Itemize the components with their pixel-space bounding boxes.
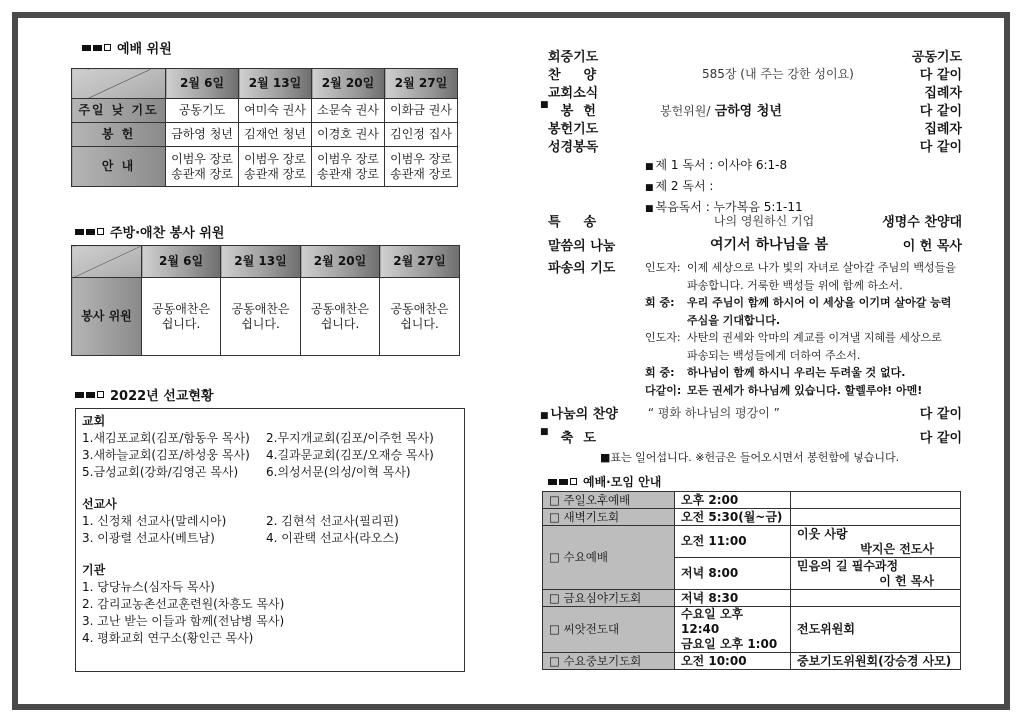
table-cell: 여미숙 권사 (239, 99, 312, 123)
list-item: 3.새하늘교회(김포/하성웅 목사) 4.길과문교회(김포/오재승 목사) (82, 448, 434, 462)
schedule-title: 예배·모임 안내 (548, 473, 661, 490)
order-line: 성경봉독 다 같이 (548, 139, 962, 155)
order-line: 파송의 기도 (548, 260, 616, 276)
row-label: 안 내 (72, 147, 166, 187)
date-header: 2월 20일 (312, 69, 385, 99)
table-row (72, 278, 460, 356)
list-item: 3. 고난 받는 이들과 함께(전남병 목사) (82, 614, 285, 628)
list-item: 5.금성교회(강화/김영곤 목사) 6.의성서문(의성/이혁 목사) (82, 465, 411, 479)
table-cell: 공동기도 (166, 99, 239, 123)
prayer-line: 인도자: 사탄의 권세와 악마의 계교를 이겨낼 지혜를 세상으로 (645, 331, 942, 344)
list-item: 1.새김포교회(김포/함동우 목사) 2.무지개교회(김포/이주헌 목사) (82, 431, 434, 445)
prayer-line: 회 중: 하나님이 함께 하시니 우리는 두려울 것 없다. (645, 366, 906, 379)
table-cell: 이범우 장로 송관재 장로 (166, 147, 239, 187)
date-header: 2월 20일 (301, 246, 380, 278)
prayer-line: 다같이: 모든 권세가 하나님께 있습니다. 할렐루야! 아멘! (645, 383, 923, 397)
table-cell: 소문숙 권사 (312, 99, 385, 123)
table-cell: 김인정 집사 (385, 123, 458, 147)
table-cell: 이범우 장로 송관재 장로 (312, 147, 385, 187)
table-cell: 공동애찬은 쉽니다. (142, 278, 221, 356)
kitchen-committee-table (71, 245, 460, 356)
table-cell: 공동애찬은 쉽니다. (301, 278, 380, 356)
order-of-worship (548, 46, 962, 154)
row-label: 봉 헌 (72, 123, 166, 147)
church-heading: 교회 (82, 414, 106, 428)
responsive-prayer (645, 259, 963, 399)
prayer-line: 주심을 기대합니다. (687, 313, 781, 327)
table-cell: 이범우 장로 송관재 장로 (239, 147, 312, 187)
date-header: 2월 27일 (385, 69, 458, 99)
table-row (72, 99, 458, 123)
prayer-line: 파송되는 백성들에게 더하여 주소서. (687, 348, 861, 362)
missionary-heading: 선교사 (82, 497, 117, 511)
prayer-line: 인도자: 이제 세상으로 나가 빛의 자녀로 살아갈 주님의 백성들을 (645, 261, 956, 274)
table-row: 저녁 8:00 믿음의 길 필수과정 이 헌 목사 (543, 558, 961, 590)
scripture-readings (645, 156, 803, 219)
date-header: 2월 13일 (239, 69, 312, 99)
row-label: 봉사 위원 (72, 278, 142, 356)
order-line: ■ 봉 헌 봉헌위원/ 금하영 청년 다 같이 (548, 100, 962, 118)
section-bullet-icon (82, 44, 111, 51)
list-item: 4. 평화교회 연구소(황인근 목사) (82, 631, 254, 645)
table-row: □ 씨앗전도대 수요일 오후 12:40 금요일 오후 1:00 전도위원회 (543, 607, 961, 653)
worship-committee-title: 예배 위원 (82, 38, 172, 57)
order-line: 봉헌기도 집례자 (548, 121, 962, 137)
prayer-line: 회 중: 우리 주님이 함께 하시어 이 세상을 이기며 살아갈 능력 (645, 296, 952, 309)
table-corner (72, 246, 142, 278)
table-row: □ 금요심야기도회 저녁 8:30 (543, 590, 961, 607)
mission-title: 2022년 선교현황 (75, 385, 214, 404)
table-cell: 이범우 장로 송관재 장로 (385, 147, 458, 187)
date-header: 2월 6일 (142, 246, 221, 278)
reading-item: ■ 제 2 독서 : (645, 177, 803, 198)
order-line: 찬 양 585장 (내 주는 강한 성이요) 다 같이 (548, 66, 962, 83)
table-row: □ 수요예배 오전 11:00 이웃 사랑 박지은 전도사 (543, 526, 961, 558)
reading-item: ■ 제 1 독서 : 이사야 6:1-8 (645, 156, 803, 177)
prayer-line: 파송합니다. 거룩한 백성들 위에 함께 하소서. (687, 278, 903, 292)
footnote: ■표는 일어섭니다. ※헌금은 들어오시면서 봉헌함에 넣습니다. (600, 451, 900, 464)
section-bullet-icon (75, 391, 104, 398)
table-row (72, 147, 458, 187)
mission-box (75, 408, 465, 672)
table-row: □ 주일오후예배 오후 2:00 (543, 492, 961, 509)
list-item: 1. 당당뉴스(심자득 목사) (82, 580, 215, 594)
order-of-worship-3 (548, 403, 962, 445)
table-row: □ 수요중보기도회 오전 10:00 중보기도위원회(강승경 사모) (543, 653, 961, 670)
schedule-table (542, 491, 961, 670)
date-header: 2월 6일 (166, 69, 239, 99)
order-line: 말씀의 나눔 여기서 하나님을 봄 이 헌 목사 (548, 237, 962, 254)
table-cell: 이경호 권사 (312, 123, 385, 147)
table-cell: 공동애찬은 쉽니다. (380, 278, 460, 356)
section-bullet-icon (548, 478, 577, 485)
order-line: 특 송 나의 영원하신 기업 생명수 찬양대 (548, 213, 962, 230)
table-row (72, 123, 458, 147)
date-header: 2월 13일 (221, 246, 301, 278)
table-cell: 금하영 청년 (166, 123, 239, 147)
org-heading: 기관 (82, 563, 106, 577)
reading-item: ■ 복음독서 : 누가복음 5:1-11 (645, 198, 803, 219)
order-line: ■ 축 도 다 같이 (548, 427, 962, 445)
section-bullet-icon (75, 228, 104, 235)
list-item: 3. 이광렬 선교사(베트남) 4. 이관택 선교사(라오스) (82, 531, 399, 545)
list-item: 2. 감리교농촌선교훈련원(차흥도 목사) (82, 597, 285, 611)
order-line: 교회소식 집례자 (548, 85, 962, 101)
order-line: ■ 나눔의 찬양 “ 평화 하나님의 평강이 ” 다 같이 (548, 403, 962, 421)
table-corner (72, 69, 166, 99)
table-cell: 김재언 청년 (239, 123, 312, 147)
table-row: □ 새벽기도회 오전 5:30(월~금) (543, 509, 961, 526)
table-cell: 이화금 권사 (385, 99, 458, 123)
order-line: 회중기도 공동기도 (548, 49, 962, 65)
table-cell: 공동애찬은 쉽니다. (221, 278, 301, 356)
list-item: 1. 신정채 선교사(말레시아) 2. 김현석 선교사(필리핀) (82, 514, 399, 528)
kitchen-committee-title: 주방·애찬 봉사 위원 (75, 222, 224, 241)
row-label: 주일 낮 기도 (72, 99, 166, 123)
worship-committee-table (71, 68, 458, 187)
date-header: 2월 27일 (380, 246, 460, 278)
